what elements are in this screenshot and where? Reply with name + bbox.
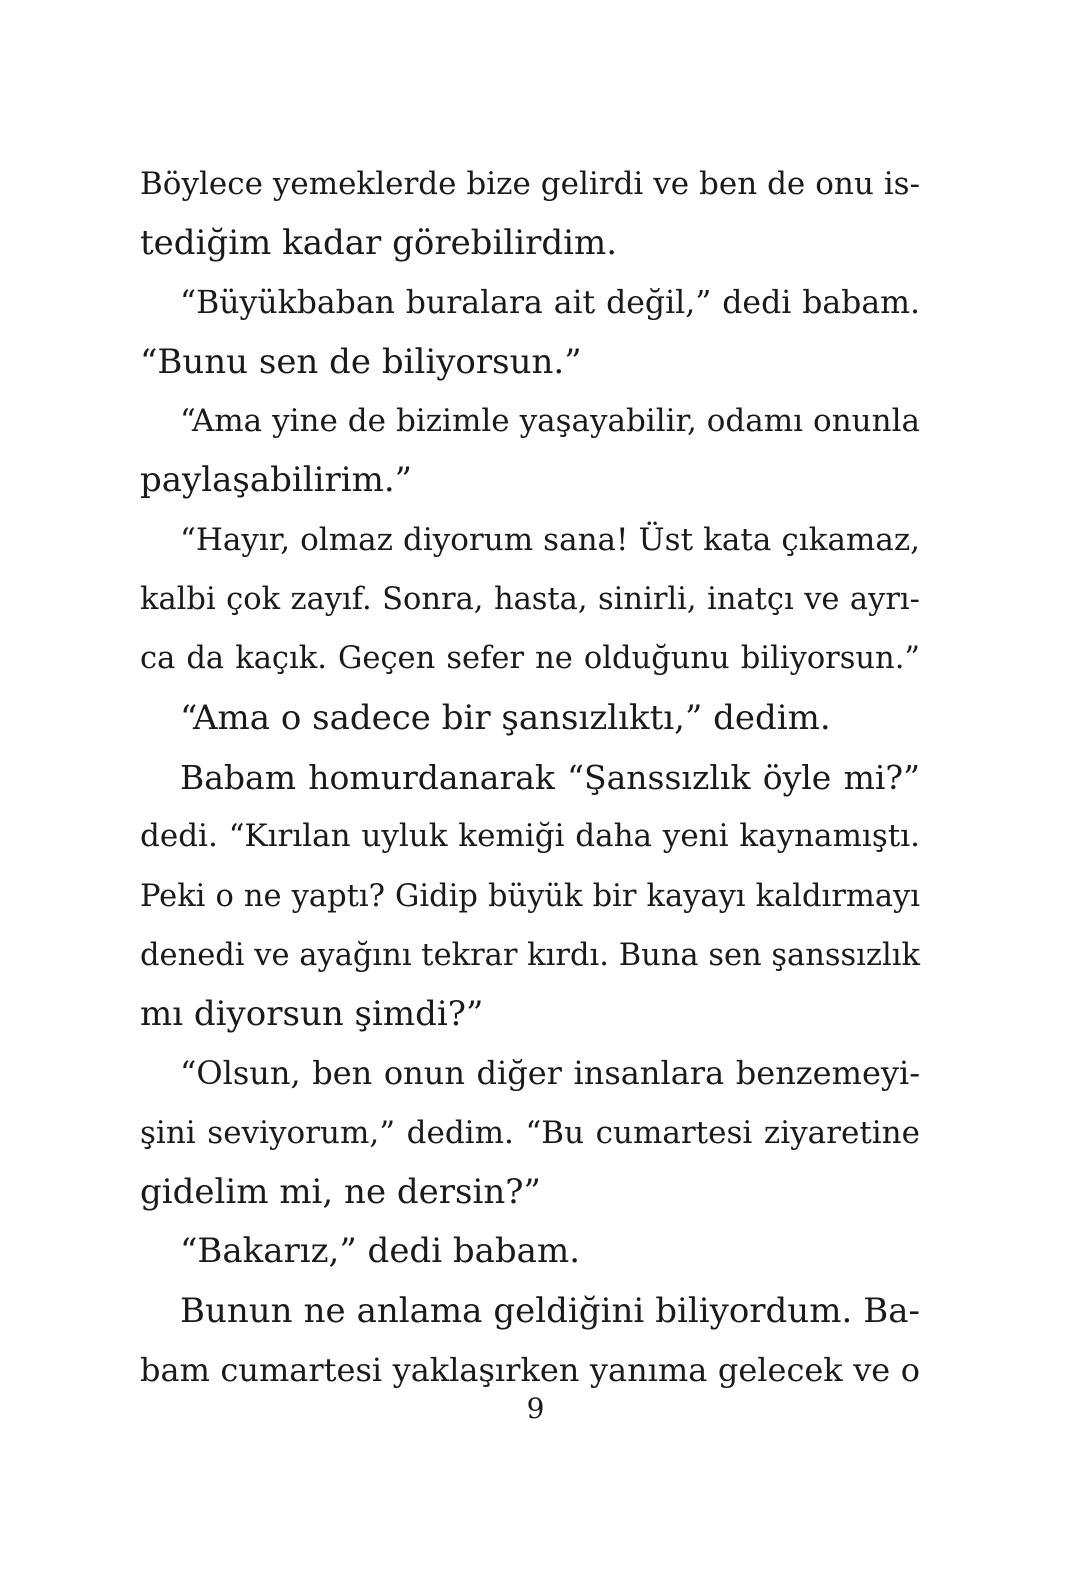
text-line: denedi ve ayağını tekrar kırdı. Buna sen şanssızlık: [140, 937, 920, 973]
text-line: Böylece yemeklerde bize gelirdi ve ben de onu is-: [140, 166, 920, 202]
text-line: ca da kaçık. Geçen sefer ne olduğunu biliyorsun.”: [140, 641, 920, 677]
text-line: “Hayır, olmaz diyorum sana! Üst kata çıkamaz,: [180, 521, 920, 558]
text-line: gidelim mi, ne dersin?”: [140, 1172, 541, 1213]
text-line: mı diyorsun şimdi?”: [140, 994, 484, 1035]
text-line: Babam homurdanarak “Şanssızlık öyle mi?”: [180, 757, 920, 797]
text-line: kalbi çok zayıf. Sonra, hasta, sinirli, inatçı ve ayrı-: [140, 582, 920, 618]
text-line: Bunun ne anlama geldiğini biliyordum. Ba-: [180, 1290, 920, 1331]
body-text: [140, 155, 920, 1400]
text-line: “Ama o sadece bir şansızlıktı,” dedim.: [180, 697, 831, 738]
text-line: tediğim kadar görebilirdim.: [140, 223, 618, 264]
text-line: dedi. “Kırılan uyluk kemiği daha yeni kaynamıştı.: [140, 818, 920, 855]
text-line: paylaşabilirim.”: [140, 460, 413, 501]
text-line: “Bunu sen de biliyorsun.”: [140, 341, 582, 382]
text-line: “Bakarız,” dedi babam.: [180, 1231, 580, 1272]
text-line: “Olsun, ben onun diğer insanlara benzemeyi-: [180, 1054, 920, 1093]
text-line: “Büyükbaban buralara ait değil,” dedi babam.: [180, 284, 920, 321]
text-line: “Ama yine de bizimle yaşayabilir, odamı onunla: [180, 403, 920, 440]
text-line: bam cumartesi yaklaşırken yanıma gelecek ve o: [140, 1350, 920, 1389]
text-line: şini seviyorum,” dedim. “Bu cumartesi ziyaretine: [140, 1114, 920, 1151]
text-line: Peki o ne yaptı? Gidip büyük bir kayayı kaldırmayı: [140, 878, 920, 914]
page-number: 9: [526, 1392, 545, 1425]
